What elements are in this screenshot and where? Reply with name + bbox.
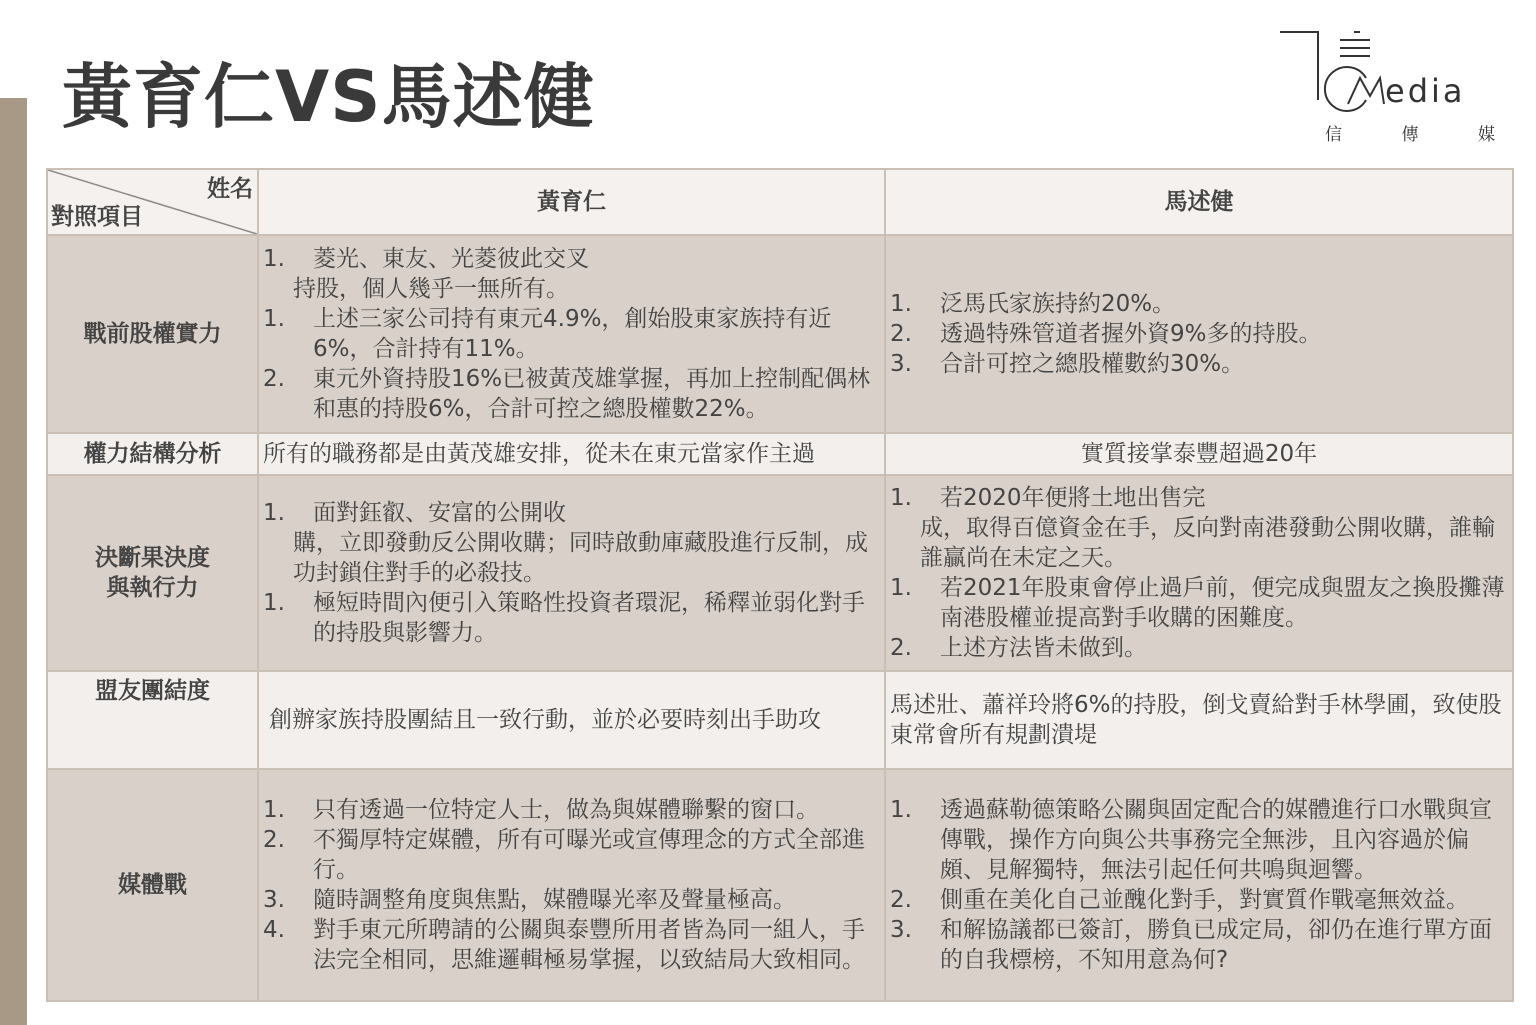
- item-number: 3.: [263, 887, 285, 913]
- item-text: 若2021年股東會停止過戶前，便完成與盟友之換股攤薄南港股權並提高對手收購的困難度。: [940, 575, 1505, 631]
- page-title: 黃育仁VS馬述健: [62, 56, 595, 138]
- item-text: 透過蘇勒德策略公關與固定配合的媒體進行口水戰與宣傳戰，操作方向與公共事務完全無涉，且內容過於偏頗、見解獨特，無法引起任何共鳴與迴響。: [940, 797, 1492, 883]
- row-label: 盟友團結度: [47, 671, 258, 769]
- list-item: [263, 274, 880, 304]
- side-accent-bar: [0, 98, 27, 1025]
- list-item: [263, 795, 880, 825]
- item-text: 極短時間內便引入策略性投資者環泥，稀釋並弱化對手的持股與影響力。: [313, 590, 865, 646]
- list-item: [890, 349, 1508, 379]
- table-row: [47, 475, 1513, 671]
- header-corner-cell: [47, 169, 258, 235]
- header-person1: 黃育仁: [258, 169, 885, 235]
- list-item: [890, 319, 1508, 349]
- header-person2: 馬述健: [885, 169, 1513, 235]
- item-text: 購，立即發動反公開收購；同時啟動庫藏股進行反制，成功封鎖住對手的必殺技。: [293, 530, 868, 586]
- table-row: [47, 235, 1513, 433]
- list-item: [263, 885, 880, 915]
- item-text: 上述三家公司持有東元4.9%，創始股東家族持有近6%，合計持有11%。: [313, 306, 832, 362]
- row-label: [47, 475, 258, 671]
- item-text: 面對鈺叡、安富的公開收: [313, 500, 566, 526]
- table-row: [47, 433, 1513, 475]
- item-number: 1.: [263, 306, 285, 332]
- list-item: [263, 825, 880, 885]
- list-item: [263, 304, 880, 364]
- list: [890, 795, 1508, 975]
- row-label: 權力結構分析: [47, 433, 258, 475]
- item-text: 若2020年便將土地出售完: [940, 485, 1206, 511]
- item-text: 只有透過一位特定人士，做為與媒體聯繫的窗口。: [313, 797, 819, 823]
- list-item: [890, 483, 1508, 513]
- row-label-line: 與執行力: [106, 575, 199, 601]
- item-text: 泛馬氏家族持約20%。: [940, 291, 1176, 317]
- list: [890, 483, 1508, 663]
- list-item: [890, 633, 1508, 663]
- cell-person2: 馬述壯、蕭祥玲將6%的持股，倒戈賣給對手林學圃，致使股東常會所有規劃潰堤: [885, 671, 1513, 769]
- row-label-line: 決斷果決度: [95, 545, 210, 571]
- item-number: 3.: [890, 917, 912, 943]
- list-item: [890, 289, 1508, 319]
- item-text: 東元外資持股16%已被黃茂雄掌握，再加上控制配偶林和惠的持股6%，合計可控之總股權數22%。: [313, 366, 871, 422]
- logo-sub-char: 信: [1325, 125, 1342, 145]
- item-number: 1.: [263, 500, 285, 526]
- logo-sub-char: 傳: [1401, 125, 1419, 145]
- logo-wordmark: edia: [1385, 72, 1466, 110]
- item-text: 成，取得百億資金在手，反向對南港發動公開收購，誰輸誰贏尚在未定之天。: [920, 515, 1495, 571]
- item-number: 1.: [890, 291, 912, 317]
- item-number: 2.: [263, 366, 285, 392]
- cell-person1: 創辦家族持股團結且一致行動，並於必要時刻出手助攻: [258, 671, 885, 769]
- cell-person1: [258, 235, 885, 433]
- item-number: 1.: [263, 590, 285, 616]
- item-text: 對手東元所聘請的公關與泰豐所用者皆為同一組人，手法完全相同，思維邏輯極易掌握，以致結局大致相同。: [313, 917, 865, 973]
- item-text: 菱光、東友、光菱彼此交叉: [313, 246, 589, 272]
- row-label: 媒體戰: [47, 769, 258, 1001]
- list-item: [890, 885, 1508, 915]
- cell-person1: [258, 475, 885, 671]
- item-text: 側重在美化自己並醜化對手，對實質作戰毫無效益。: [940, 887, 1469, 913]
- item-text: 上述方法皆未做到。: [940, 635, 1147, 661]
- item-number: 1.: [890, 575, 912, 601]
- row-label: 戰前股權實力: [47, 235, 258, 433]
- list-item: [263, 588, 880, 648]
- item-text: 合計可控之總股權數約30%。: [940, 351, 1245, 377]
- cell-person1: [258, 769, 885, 1001]
- list-item: [890, 573, 1508, 633]
- item-text: 透過特殊管道者握外資9%多的持股。: [940, 321, 1322, 347]
- item-text: 不獨厚特定媒體，所有可曝光或宣傳理念的方式全部進行。: [313, 827, 865, 883]
- list: [263, 498, 880, 648]
- cell-person2: [885, 475, 1513, 671]
- item-number: 2.: [890, 635, 912, 661]
- item-text: 隨時調整角度與焦點，媒體曝光率及聲量極高。: [313, 887, 796, 913]
- list-item: [263, 498, 880, 528]
- item-number: 2.: [890, 887, 912, 913]
- cell-person2: [885, 235, 1513, 433]
- list-item: [890, 513, 1508, 573]
- item-number: 3.: [890, 351, 912, 377]
- item-number: 2.: [263, 827, 285, 853]
- item-number: 1.: [890, 485, 912, 511]
- cell-person2: [885, 769, 1513, 1001]
- list-item: [890, 795, 1508, 885]
- item-number: 2.: [890, 321, 912, 347]
- list-item: [263, 364, 880, 424]
- list-item: [890, 915, 1508, 975]
- table-row: [47, 769, 1513, 1001]
- logo-sub-char: 媒: [1478, 125, 1495, 145]
- list: [263, 795, 880, 975]
- cell-person2: 實質接掌泰豐超過20年: [885, 433, 1513, 475]
- header-item-label: 對照項目: [51, 204, 143, 230]
- table-header-row: [47, 169, 1513, 235]
- list: [890, 289, 1508, 379]
- list: [263, 244, 880, 424]
- list-item: [263, 915, 880, 975]
- item-text: 和解協議都已簽訂，勝負已成定局，卻仍在進行單方面的自我標榜，不知用意為何?: [940, 917, 1492, 973]
- logo-subtitle: [1325, 120, 1495, 145]
- item-number: 4.: [263, 917, 285, 943]
- item-text: 持股，個人幾乎一無所有。: [293, 276, 569, 302]
- list-item: [263, 528, 880, 588]
- item-number: 1.: [263, 246, 285, 272]
- item-number: 1.: [263, 797, 285, 823]
- table-row: [47, 671, 1513, 769]
- comparison-table: [46, 168, 1514, 1002]
- list-item: [263, 244, 880, 274]
- header-name-label: 姓名: [207, 176, 253, 202]
- cell-person1: 所有的職務都是由黃茂雄安排，從未在東元當家作主過: [258, 433, 885, 475]
- item-number: 1.: [890, 797, 912, 823]
